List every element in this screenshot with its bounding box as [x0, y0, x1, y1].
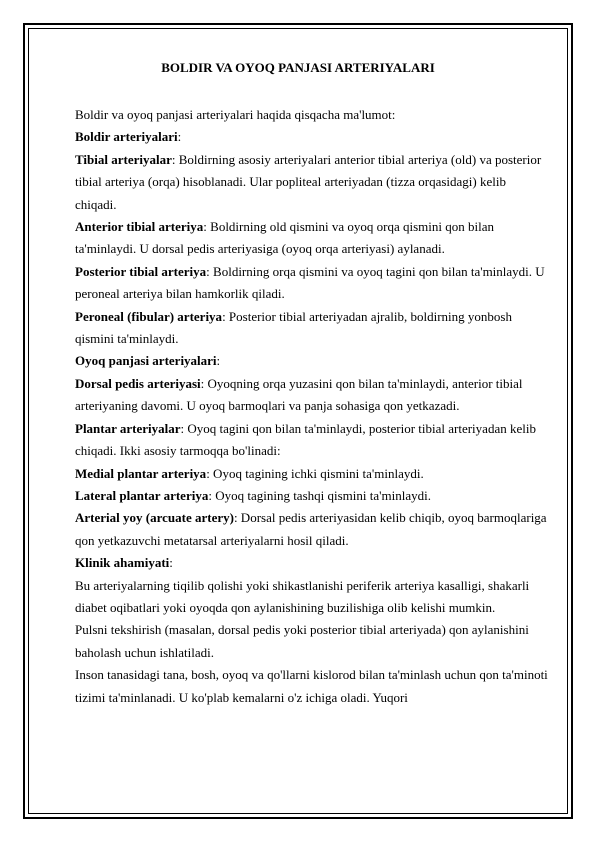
section-heading: Arterial yoy (arcuate artery) — [75, 510, 234, 526]
section-heading: Anterior tibial arteriya — [75, 219, 204, 235]
section-text: : Oyoqning orqa yuzasini qon bilan ta'minlaydi, anterior tibial arteriyaning davomi. U oyoq barmoqlari va panja sohasiga qon yetkazadi. — [75, 375, 523, 414]
section-arterial-yoy — [75, 507, 550, 552]
section-heading: Lateral plantar arteriya — [75, 487, 209, 503]
section-text: : — [216, 353, 221, 369]
section-lateral-plantar-arteriya — [75, 485, 550, 507]
section-text: : Boldirning old qismini va oyoq orqa qismini qon bilan ta'minlaydi. U dorsal pedis arteriyasiga (oyoq orqa arteriyasi) aylanadi. — [75, 219, 494, 257]
section-plantar-arteriyalar — [75, 418, 550, 463]
section-medial-plantar-arteriya — [75, 463, 550, 485]
body-paragraph: Inson tanasidagi tana, bosh, oyoq va qo'llarni kislorod bilan ta'minlash uchun qon ta'minoti tizimi ta'minlanadi. U ko'plab kemalarni o'z ichiga oladi. Yuqori — [75, 667, 548, 705]
section-heading: Klinik ahamiyati — [75, 555, 170, 571]
section-text: : Dorsal pedis arteriyasidan kelib chiqib, oyoq barmoqlariga qon yetkazuvchi metatarsal arteriyalarni hosil qiladi. — [75, 510, 547, 548]
section-heading: Posterior tibial arteriya — [75, 263, 207, 279]
section-klinik-ahamiyati — [75, 552, 550, 574]
section-heading: Medial plantar arteriya — [75, 465, 207, 481]
section-heading: Peroneal (fibular) arteriya — [75, 308, 223, 324]
section-heading: Oyoq panjasi arteriyalari — [75, 353, 217, 369]
section-text: : Oyoq tagini qon bilan ta'minlaydi, posterior tibial arteriyadan kelib chiqadi. Ikki asosiy tarmoqqa bo'linadi: — [75, 420, 536, 459]
section-dorsal-pedis-arteriyasi — [75, 373, 550, 418]
section-text: : Boldirning asosiy arteriyalari anterior tibial arteriya (old) va posterior tibial arteriya (orqa) hisoblanadi. Ular popliteal arteriyadan (tizza orqasidagi) kelib chiqadi. — [75, 151, 542, 212]
document-title: BOLDIR VA OYOQ PANJASI ARTERIYALARI — [161, 60, 435, 75]
section-text: : Oyoq tagining ichki qismini ta'minlaydi. — [206, 465, 424, 481]
section-peroneal-arteriya — [75, 306, 550, 351]
document-body — [75, 104, 550, 709]
section-boldir-arteriyalari — [75, 126, 550, 148]
section-text: : Oyoq tagining tashqi qismini ta'minlaydi. — [208, 487, 431, 503]
body-paragraph: Pulsni tekshirish (masalan, dorsal pedis yoki posterior tibial arteriyada) qon aylanishini baholash uchun ishlatiladi. — [75, 622, 529, 660]
section-oyoq-panjasi-arteriyalari — [75, 350, 550, 372]
intro-paragraph: Boldir va oyoq panjasi arteriyalari haqida qisqacha ma'lumot: — [75, 107, 396, 122]
section-heading: Tibial arteriyalar — [75, 151, 172, 167]
section-heading: Plantar arteriyalar — [75, 420, 181, 436]
section-tibial-arteriyalar — [75, 149, 550, 216]
section-heading: Boldir arteriyalari — [75, 129, 178, 145]
body-paragraph: Bu arteriyalarning tiqilib qolishi yoki shikastlanishi periferik arteriya kasalligi, shakarli diabet oqibatlari yoki oyoqda qon aylanishining buzilishiga olib kelishi mumkin. — [75, 577, 530, 615]
section-text: : Boldirning orqa qismini va oyoq tagini qon bilan ta'minlaydi. U peroneal arteriya bilan hamkorlik qiladi. — [75, 263, 545, 302]
section-text: : — [177, 129, 182, 145]
section-posterior-tibial-arteriya — [75, 261, 550, 306]
section-text: : — [169, 555, 173, 571]
section-text: : Posterior tibial arteriyadan ajralib, boldirning yonbosh qismini ta'minlaydi. — [75, 308, 512, 347]
section-heading: Dorsal pedis arteriyasi — [75, 375, 201, 391]
section-anterior-tibial-arteriya — [75, 216, 550, 261]
